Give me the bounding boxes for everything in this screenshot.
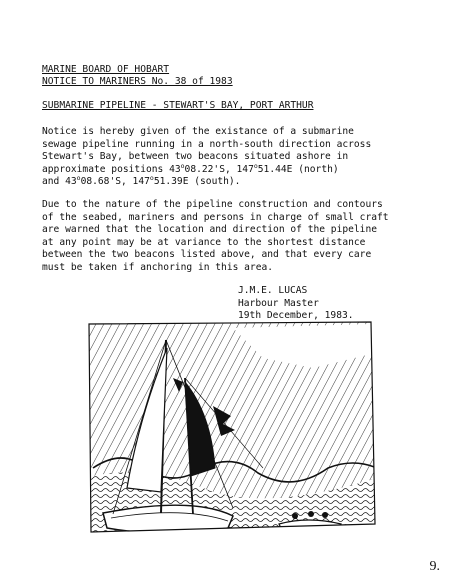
paragraph-line: Stewart's Bay, between two beacons situated ashore in: [42, 151, 349, 163]
oar: [269, 528, 283, 538]
board-title: MARINE BOARD OF HOBART: [42, 64, 170, 75]
notice-paragraph-1: [42, 126, 371, 189]
notice-subject: SUBMARINE PIPELINE - STEWART'S BAY, PORT ARTHUR: [42, 100, 314, 111]
sailor-figure: [322, 512, 328, 518]
paragraph-line: are warned that the location and direction of the pipeline: [42, 224, 378, 236]
paragraph-line: at any point may be at variance to the shortest distance: [42, 236, 366, 248]
storm-ship-illustration: [83, 318, 377, 550]
notice-date: 19th December, 1983.: [238, 310, 354, 322]
paragraph-line: must be taken if anchoring in this area.: [42, 261, 274, 273]
signatory-title: Harbour Master: [238, 297, 319, 309]
paragraph-line-coordinates-south: and 43$^o$08.68'S, 147$^o$51.39E (south).: [42, 174, 241, 188]
paragraph-line-coordinates-north: approximate positions 43$^o$08.22'S, 147$^o$51.44E (north): [42, 161, 339, 175]
page-number: 9.: [429, 559, 440, 574]
signatory-name: J.M.E. LUCAS: [238, 285, 308, 296]
paragraph-line: Notice is hereby given of the existance of a submarine: [42, 126, 354, 137]
sailor-figure: [292, 513, 298, 519]
paragraph-line: sewage pipeline running in a north-south direction across: [42, 138, 372, 150]
oar: [335, 528, 351, 538]
notice-number: NOTICE TO MARINERS No. 38 of 1983: [42, 76, 233, 87]
paragraph-line: of the seabed, mariners and persons in charge of small craft: [42, 211, 389, 223]
paragraph-line: between the two beacons listed above, and that every care: [42, 249, 372, 261]
sailor-figure: [308, 511, 314, 517]
illustration-scene: [83, 318, 377, 550]
paragraph-line: Due to the nature of the pipeline construction and contours: [42, 199, 383, 210]
notice-paragraph-2: [42, 199, 389, 275]
